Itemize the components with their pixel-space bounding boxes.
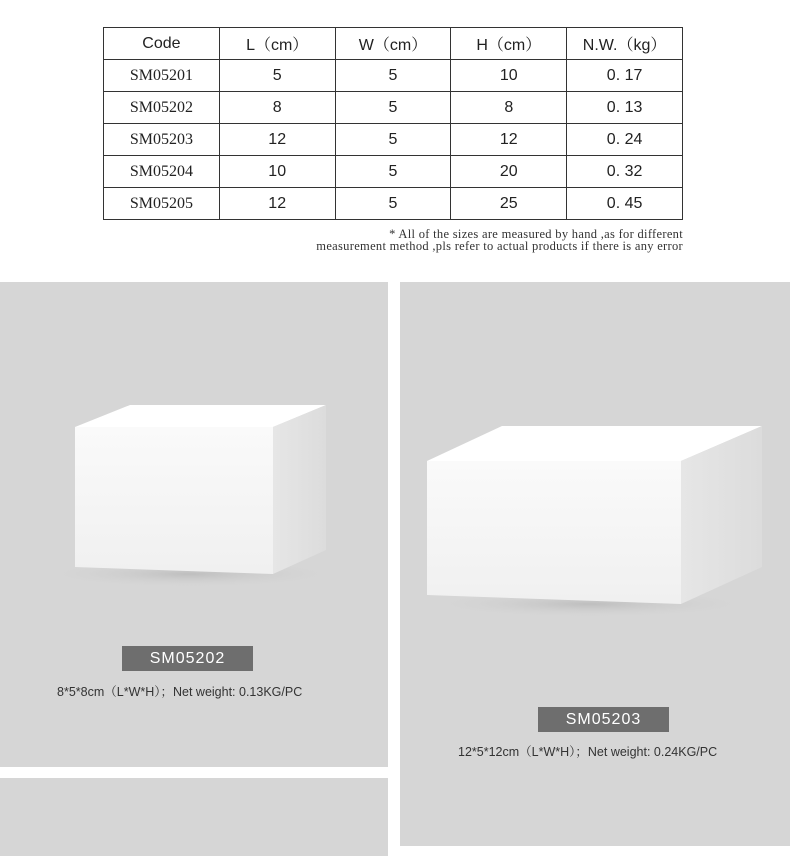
cell-width: 5 (335, 156, 451, 188)
cell-code: SM05203 (104, 124, 220, 156)
table-row (104, 124, 683, 156)
header-height: H（cm） (451, 28, 567, 60)
cell-net-weight: 0. 45 (567, 188, 683, 220)
table-row (104, 188, 683, 220)
cell-width: 5 (335, 92, 451, 124)
product-panel-sm05202 (0, 282, 388, 767)
header-code: Code (104, 28, 220, 60)
cell-height: 8 (451, 92, 567, 124)
cell-width: 5 (335, 124, 451, 156)
cell-net-weight: 0. 13 (567, 92, 683, 124)
table-row (104, 92, 683, 124)
product-panel-sm05203 (400, 282, 790, 846)
cell-width: 5 (335, 188, 451, 220)
cell-length: 12 (219, 188, 335, 220)
cell-height: 12 (451, 124, 567, 156)
header-net-weight: N.W.（kg） (567, 28, 683, 60)
cell-code: SM05201 (104, 60, 220, 92)
product-code-tag: SM05203 (538, 707, 669, 732)
product-code-tag: SM05202 (122, 646, 253, 671)
note-line-2: measurement method ,pls refer to actual products if there is any error (316, 239, 683, 253)
note-line-1: * All of the sizes are measured by hand ,as for different (389, 227, 683, 241)
header-length: L（cm） (219, 28, 335, 60)
product-panel-next (0, 778, 388, 856)
table-row (104, 156, 683, 188)
product-caption: 8*5*8cm（L*W*H）；Net weight: 0.13KG/PC (57, 685, 303, 699)
cell-code: SM05204 (104, 156, 220, 188)
cell-height: 20 (451, 156, 567, 188)
product-image-box (400, 282, 790, 846)
spec-table (103, 27, 683, 220)
cell-height: 25 (451, 188, 567, 220)
cell-code: SM05205 (104, 188, 220, 220)
header-width: W（cm） (335, 28, 451, 60)
cell-net-weight: 0. 32 (567, 156, 683, 188)
cell-net-weight: 0. 17 (567, 60, 683, 92)
cell-height: 10 (451, 60, 567, 92)
cell-length: 12 (219, 124, 335, 156)
cell-length: 8 (219, 92, 335, 124)
cell-length: 5 (219, 60, 335, 92)
cell-net-weight: 0. 24 (567, 124, 683, 156)
cell-length: 10 (219, 156, 335, 188)
product-caption: 12*5*12cm（L*W*H）；Net weight: 0.24KG/PC (458, 745, 718, 759)
table-header-row (104, 28, 683, 60)
table-row (104, 60, 683, 92)
cell-code: SM05202 (104, 92, 220, 124)
cell-width: 5 (335, 60, 451, 92)
measurement-note (316, 228, 683, 252)
